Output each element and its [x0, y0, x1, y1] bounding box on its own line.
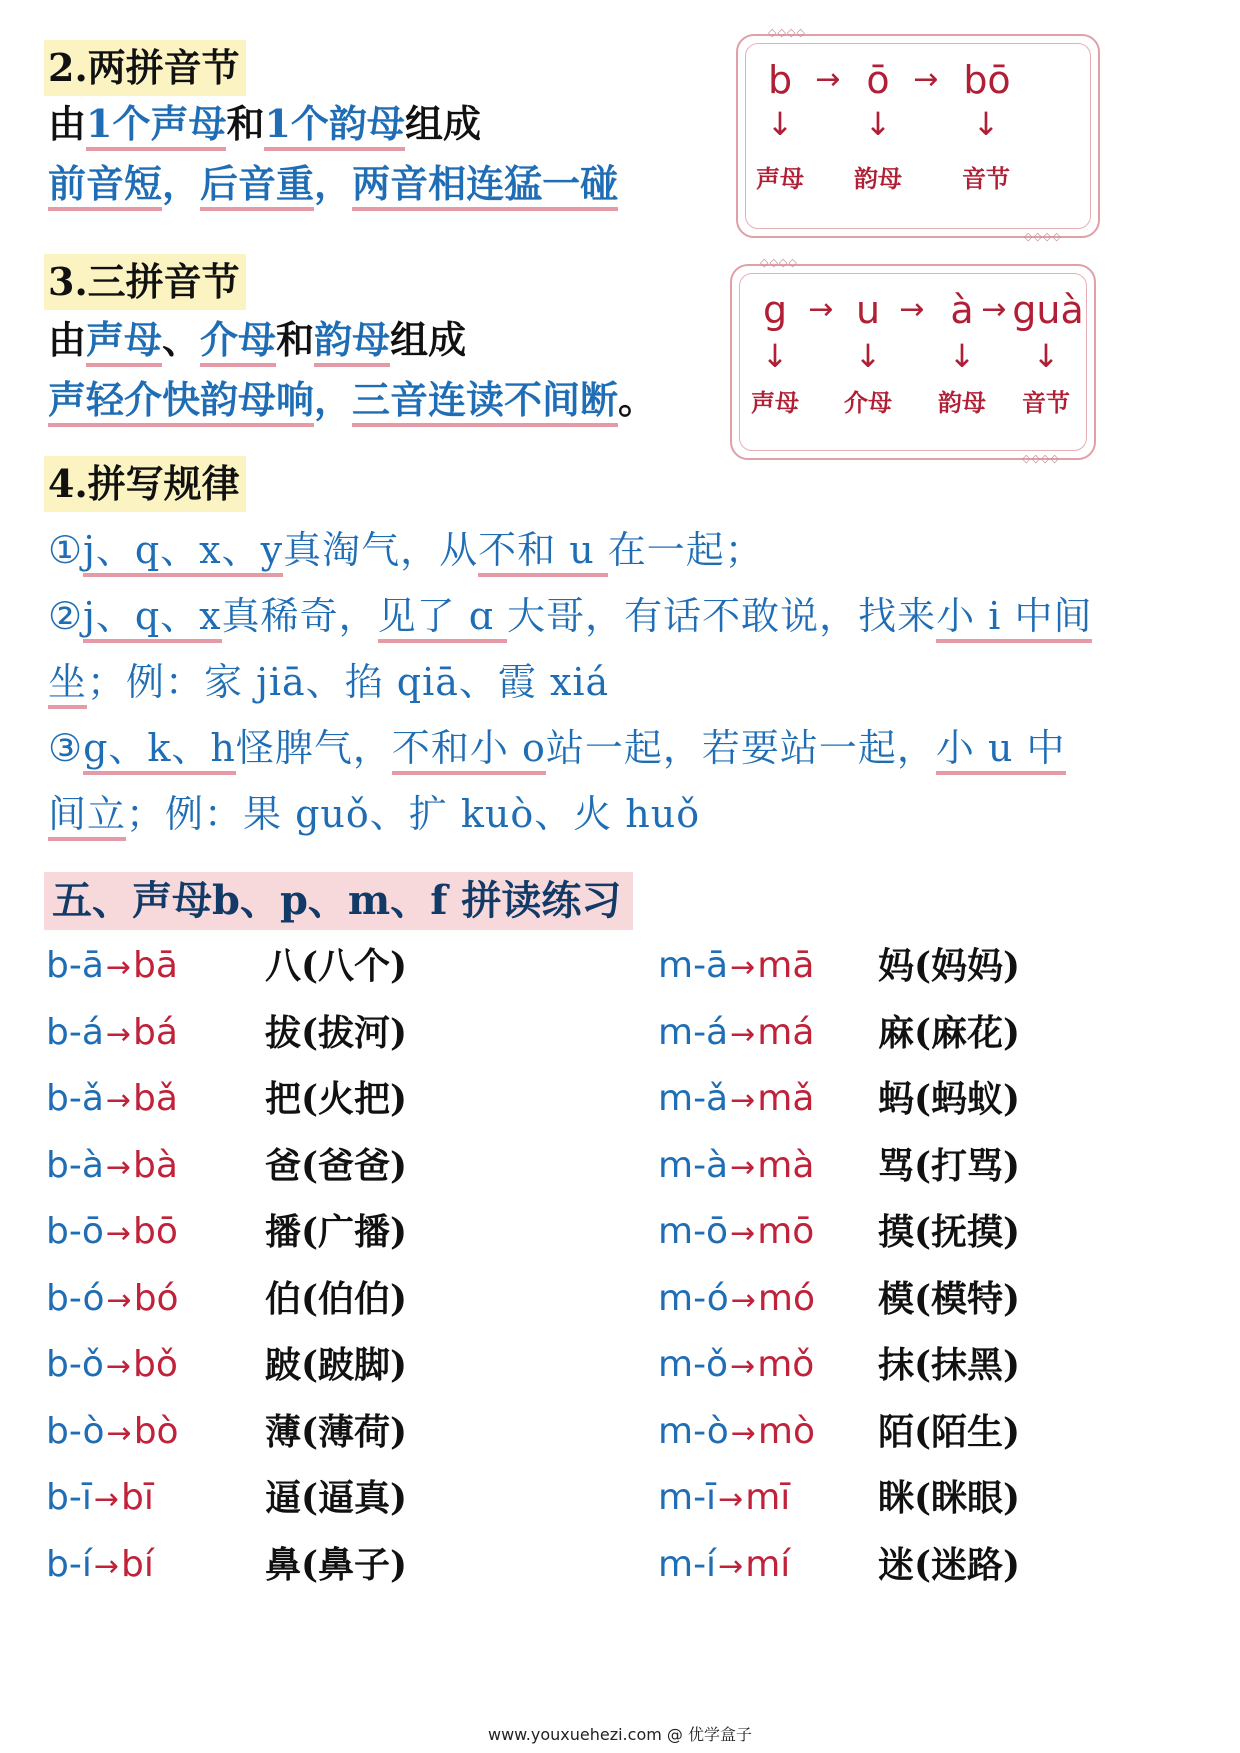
example-word: 逼(逼真): [265, 1477, 408, 1519]
example-word: 模(模特): [878, 1277, 1021, 1320]
spelling-pair: [46, 1472, 154, 1526]
spelling-result: bī: [120, 1477, 154, 1518]
spelling-result: mā: [757, 945, 815, 986]
spelling-pair: [46, 1539, 154, 1593]
spelling-parts: m-á: [658, 1011, 729, 1053]
diagram-2-label-final: 韵母: [938, 388, 986, 417]
spelling-result: mǎ: [757, 1078, 815, 1119]
spelling-parts: b-ó: [46, 1277, 105, 1319]
example-word: 骂(打骂): [878, 1144, 1021, 1187]
arrow-icon: →: [730, 1415, 756, 1451]
arrow-icon: →: [105, 950, 132, 985]
spelling-pair: [46, 940, 178, 994]
arrow-icon: →: [105, 1216, 132, 1251]
spelling-rule-2: ②j、q、x真稀奇，见了 ɑ 大哥，有话不敢说，找来小 i 中间: [48, 588, 1092, 644]
arrow-icon: →: [730, 950, 756, 985]
diagram-1-arrow-1: →: [815, 62, 841, 97]
spelling-result: bǒ: [133, 1344, 178, 1385]
spelling-pair: [658, 1539, 790, 1593]
arrow-icon: →: [718, 1482, 744, 1517]
example-word: 妈(妈妈): [878, 945, 1021, 987]
spelling-result: bá: [133, 1011, 178, 1053]
diagram-1-down-2: ↓: [864, 105, 892, 143]
diagram-1-down-1: ↓: [766, 105, 794, 143]
spelling-result: bò: [133, 1410, 179, 1452]
diagram-2-down-1: ↓: [761, 337, 789, 375]
example-word: 拔(拔河): [265, 1011, 408, 1054]
arrow-icon: →: [105, 1349, 132, 1384]
footer-watermark: www.youxuehezi.com @ 优学盒子: [488, 1725, 752, 1744]
diagram-1-initial: b: [767, 58, 793, 102]
diagram-2-dots-bottom: ◇◇◇◇: [1022, 452, 1060, 465]
diagram-1-syllable: bō: [963, 58, 1011, 102]
spelling-rule-3-example: 间立；例：果 guǒ、扩 kuò、火 huǒ: [48, 786, 700, 842]
spelling-rule-3: ③g、k、h怪脾气，不和小 o站一起，若要站一起，小 u 中: [48, 720, 1066, 776]
diagram-2-arrow-3: →: [981, 292, 1007, 327]
diagram-2-arrow-1: →: [808, 292, 834, 327]
spelling-parts: m-ǎ: [658, 1078, 729, 1119]
arrow-icon: →: [730, 1083, 756, 1118]
diagram-1-dots-top: ◇◇◇◇: [768, 26, 806, 39]
diagram-1-arrow-2: →: [913, 62, 939, 97]
arrow-icon: →: [106, 1415, 132, 1451]
spelling-result: bà: [133, 1144, 178, 1186]
spelling-result: bó: [133, 1277, 179, 1319]
spelling-parts: m-à: [658, 1144, 729, 1186]
spelling-parts: b-á: [46, 1011, 104, 1053]
spelling-parts: b-ō: [46, 1211, 104, 1252]
spelling-result: bí: [120, 1543, 154, 1585]
example-word: 鼻(鼻子): [265, 1543, 408, 1586]
diagram-2-label-syllable: 音节: [1022, 388, 1070, 417]
spelling-rule-1: ①j、q、x、y真淘气，从不和 u 在一起；: [48, 522, 764, 578]
spelling-pair: [658, 1206, 814, 1260]
arrow-icon: →: [730, 1016, 756, 1052]
spelling-parts: b-ò: [46, 1410, 105, 1452]
diagram-2-down-4: ↓: [1032, 337, 1060, 375]
spelling-result: mō: [757, 1211, 815, 1252]
example-word: 跛(跛脚): [265, 1344, 408, 1386]
spelling-pair: [658, 1140, 814, 1194]
arrow-icon: →: [93, 1482, 119, 1517]
spelling-pair: [46, 1339, 178, 1393]
section-3-rule: 声轻介快韵母响，三音连读不间断。: [48, 372, 656, 428]
spelling-rule-2-example: 坐；例：家 jiā、掐 qiā、霞 xiá: [48, 654, 609, 710]
section-2-rule: 前音短，后音重，两音相连猛一碰: [48, 156, 618, 212]
spelling-parts: b-à: [46, 1144, 104, 1186]
arrow-icon: →: [105, 1083, 132, 1118]
arrow-icon: →: [718, 1548, 744, 1584]
spelling-parts: b-ī: [46, 1477, 92, 1518]
spelling-pair: [658, 940, 814, 994]
diagram-1-final: ō: [866, 58, 890, 102]
spelling-parts: b-í: [46, 1543, 92, 1585]
spelling-pair: [658, 1339, 814, 1393]
spelling-parts: m-ó: [658, 1277, 729, 1319]
example-word: 蚂(蚂蚁): [878, 1078, 1021, 1120]
diagram-2-syllable: guà: [1012, 288, 1084, 332]
spelling-pair: [658, 1472, 790, 1526]
section-3-heading: 3.三拼音节: [44, 254, 246, 310]
spelling-result: mǒ: [757, 1344, 815, 1385]
diagram-2-label-initial: 声母: [751, 388, 799, 417]
spelling-pair: [658, 1007, 814, 1061]
arrow-icon: →: [93, 1548, 119, 1584]
spelling-result: má: [757, 1011, 815, 1053]
spelling-result: mò: [757, 1410, 815, 1452]
spelling-pair: [46, 1406, 179, 1460]
diagram-2-final: à: [950, 288, 974, 332]
spelling-result: mí: [745, 1543, 791, 1585]
spelling-parts: b-ǎ: [46, 1078, 104, 1119]
example-word: 迷(迷路): [878, 1543, 1021, 1586]
diagram-1-label-syllable: 音节: [962, 164, 1010, 193]
arrow-icon: →: [106, 1282, 132, 1318]
section-2-composition: 由1个声母和1个韵母组成: [48, 96, 481, 152]
spelling-parts: m-ī: [658, 1477, 717, 1518]
example-word: 陌(陌生): [878, 1410, 1021, 1453]
example-word: 八(八个): [265, 945, 408, 987]
arrow-icon: →: [730, 1349, 756, 1384]
spelling-pair: [46, 1140, 178, 1194]
diagram-1-label-initial: 声母: [756, 164, 804, 193]
example-word: 摸(抚摸): [878, 1211, 1021, 1253]
section-3-composition: 由声母、介母和韵母组成: [48, 312, 466, 368]
example-word: 抹(抹黑): [878, 1344, 1021, 1386]
example-word: 播(广播): [265, 1211, 408, 1253]
diagram-2-initial: g: [762, 288, 788, 332]
spelling-result: bō: [133, 1211, 178, 1252]
spelling-pair: [46, 1273, 179, 1327]
spelling-parts: m-ò: [658, 1410, 729, 1452]
example-word: 薄(薄荷): [265, 1410, 408, 1453]
spelling-pair: [46, 1206, 178, 1260]
arrow-icon: →: [730, 1216, 756, 1251]
diagram-1-down-3: ↓: [972, 105, 1000, 143]
spelling-pair: [46, 1007, 178, 1061]
example-word: 眯(眯眼): [878, 1477, 1021, 1519]
diagram-2-label-medial: 介母: [844, 388, 892, 417]
diagram-1-dots-bottom: ◇◇◇◇: [1024, 230, 1062, 243]
spelling-result: bā: [133, 945, 178, 986]
arrow-icon: →: [730, 1149, 756, 1185]
spelling-pair: [46, 1073, 178, 1127]
spelling-pair: [658, 1273, 815, 1327]
arrow-icon: →: [730, 1282, 756, 1318]
example-word: 爸(爸爸): [265, 1144, 408, 1187]
spelling-parts: b-ǒ: [46, 1344, 104, 1385]
example-word: 伯(伯伯): [265, 1277, 408, 1320]
section-4-heading: 4.拼写规律: [44, 456, 246, 512]
diagram-2-down-3: ↓: [948, 337, 976, 375]
diagram-2-down-2: ↓: [854, 337, 882, 375]
spelling-result: mà: [757, 1144, 815, 1186]
example-word: 麻(麻花): [878, 1011, 1021, 1054]
diagram-2-dots-top: ◇◇◇◇: [760, 256, 798, 269]
spelling-parts: m-í: [658, 1543, 717, 1585]
spelling-parts: m-ǒ: [658, 1344, 729, 1385]
spelling-result: mī: [745, 1477, 791, 1518]
example-word: 把(火把): [265, 1078, 408, 1120]
diagram-2-medial: u: [855, 288, 881, 332]
spelling-pair: [658, 1406, 815, 1460]
diagram-1-label-final: 韵母: [854, 164, 902, 193]
spelling-parts: m-ō: [658, 1211, 729, 1252]
section-2-heading: 2.两拼音节: [44, 40, 246, 96]
arrow-icon: →: [105, 1016, 132, 1052]
spelling-parts: b-ā: [46, 945, 104, 986]
arrow-icon: →: [105, 1149, 132, 1185]
spelling-pair: [658, 1073, 814, 1127]
spelling-result: mó: [757, 1277, 815, 1319]
spelling-result: bǎ: [133, 1078, 178, 1119]
diagram-2-arrow-2: →: [899, 292, 925, 327]
spelling-parts: m-ā: [658, 945, 729, 986]
section-5-heading: 五、声母b、p、m、f 拼读练习: [44, 872, 633, 930]
